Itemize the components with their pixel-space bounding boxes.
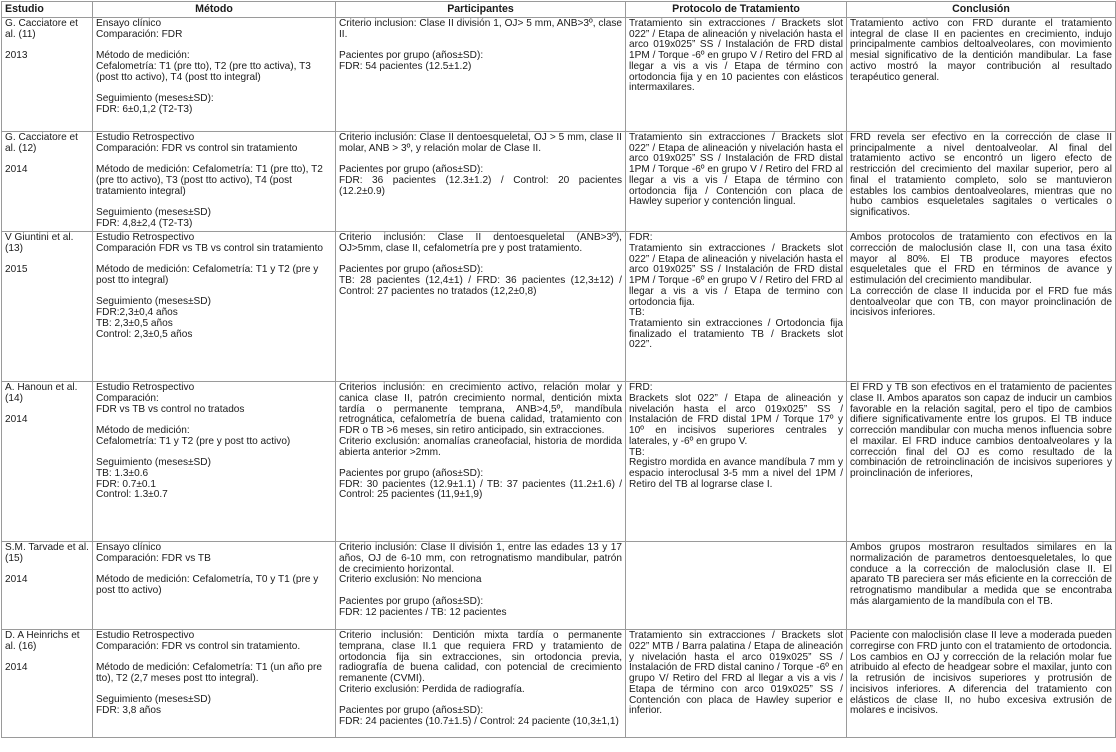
studies-table	[1, 1, 1116, 738]
cell-line: Ensayo clínico	[96, 542, 162, 554]
cell-line: Criterio inclusión: Clase II división 1, entre las edades 13 y 17 años, OJ de 6-10 mm, con retrognatismo mandibular, patrón de crecimiento horizontal.	[339, 542, 622, 575]
cell-protocolo	[626, 542, 847, 630]
table-row	[2, 132, 1116, 232]
cell-line: Tratamiento activo con FRD durante el tratamiento integral de clase II en pacientes en crecimiento, indujo principalmente cambios deltoalveolares, con movimiento mesial significativo de la dentición mandibular. La fase activo mostró la mayor contribución al resultado terapéutico general.	[850, 18, 1112, 83]
cell-conclusion	[847, 132, 1116, 232]
cell-line: Tratamiento sin extracciones / Brackets slot 022” MTB / Barra palatina / Etapa de alineación y nivelación hasta el arco 019x025” SS / Instalación de FRD distal canino / Torque -6º en grupo V/ Retiro del FRD al llegar a vis a vis / Etapa de término con arco 019x025” SS / Contención con placa de Hawley superior e inferior.	[629, 630, 843, 717]
cell-metodo	[93, 630, 336, 738]
cell-line: TB: 1.3±0.6	[96, 467, 149, 479]
cell-line: Comparación FDR vs TB vs control sin tratamiento	[96, 243, 324, 254]
cell-line: TB: 28 pacientes (12,4±1) / FRD: 36 pacientes (12,3±12) / Control: 27 pacientes no tratados (12,2±0,8)	[339, 275, 622, 297]
cell-line: FDR: 0.7±0.1	[96, 478, 156, 490]
cell-line: Control: 2,3±0,5 años	[96, 328, 193, 340]
cell-line: Tratamiento sin extracciones / Brackets slot 022” / Etapa de alineación y nivelación hasta el arco 019x025” SS / Instalación de FRD distal 1PM / Torque -6º en grupo V / Retiro del FRD al llegar a vis a vis / Etapa de termino con ortodoncia fija.	[629, 243, 843, 308]
cell-line: Ensayo clínico	[96, 18, 162, 29]
cell-line: S.M. Tarvade et al. (15)	[5, 542, 89, 564]
cell-line: FDR: 12 pacientes / TB: 12 pacientes	[339, 606, 507, 618]
cell-line: Estudio Retrospectivo	[96, 232, 195, 244]
header-participantes: Participantes	[336, 2, 626, 18]
cell-line: Comparación:	[96, 393, 159, 404]
cell-line: A. Hanoun et al. (14)	[5, 382, 78, 404]
header-row	[2, 2, 1116, 18]
cell-line: Método de medición: Cefalometría: T1 (un año pre tto), T2 (2,7 meses post tto integral).	[96, 662, 322, 685]
header-protocolo: Protocolo de Tratamiento	[626, 2, 847, 18]
cell-line: Pacientes por grupo (años±SD):	[339, 467, 484, 479]
cell-line: G. Cacciatore et al. (11)	[5, 18, 78, 40]
cell-line: D. A Heinrichs et al. (16)	[5, 630, 80, 652]
cell-line: Método de medición:	[96, 50, 190, 62]
cell-line: Seguimiento (meses±SD)	[96, 296, 211, 308]
cell-metodo	[93, 382, 336, 542]
cell-conclusion	[847, 382, 1116, 542]
cell-line: FRD revela ser efectivo en la corrección de clase II principalmente a nivel dentoalveolar. Al final del tratamiento activo se encontró un ligero efecto de restricción del crecimiento del maxilar superior, pero al final el tratamiento completo, solo se mantuvieron estables los cambios dentoalveolares, mientras que no hubo cambios esqueletales sagitales o verticales o significativos.	[850, 132, 1112, 218]
cell-line: Seguimiento (meses±SD)	[96, 457, 211, 469]
cell-line: Seguimiento (meses±SD)	[96, 694, 211, 706]
header-estudio: Estudio	[2, 2, 93, 18]
cell-metodo	[93, 542, 336, 630]
cell-participantes	[336, 630, 626, 738]
cell-line: 2013	[5, 50, 28, 62]
cell-metodo	[93, 18, 336, 132]
cell-protocolo	[626, 382, 847, 542]
cell-metodo	[93, 232, 336, 382]
cell-line: Control: 1.3±0.7	[96, 489, 168, 501]
cell-participantes	[336, 18, 626, 132]
cell-line: FDR:2,3±0,4 años	[96, 307, 178, 319]
table-row	[2, 382, 1116, 542]
cell-line	[629, 543, 843, 554]
cell-line: Pacientes por grupo (años±SD):	[339, 705, 484, 717]
cell-line: La corrección de clase II inducida por el FRD fue más dentoalveolar que con TB, con mayor proinclinación de incisivos inferiores.	[850, 285, 1112, 319]
cell-line: 2015	[5, 264, 28, 276]
cell-line: Paciente con maloclisión clase II leve a moderada pueden corregirse con FRD junto con el tratamiento de ortodoncia. Los cambios en OJ y corrección de la relación molar fue atribuido al efecto de headgear sobre el maxilar, junto con la retrusión de incisivos superiores y protrusión de incisivos inferiores. A diferencia del tratamiento con elásticos de clase II, no hubo excesiva extrusión de molares e incisivos.	[850, 630, 1113, 717]
cell-line: Criterio inclusion: Clase II división 1, OJ> 5 mm, ANB>3º, clase II.	[339, 18, 622, 40]
cell-line: Estudio Retrospectivo	[96, 630, 195, 642]
cell-estudio	[2, 542, 93, 630]
cell-line: Comparación: FDR vs control sin tratamiento.	[96, 641, 301, 652]
cell-line: Método de medición: Cefalometría: T1 y T2 (pre y post tto integral)	[96, 264, 319, 287]
cell-line: El FRD y TB son efectivos en el tratamiento de pacientes clase II. Ambos aparatos son capaz de inducir un cambios favorable en la relación sagital, pero el tipo de cambios difiere significativamente entre los grupos. El TB induce corrección mandibular con mucha menos influencia sobre el maxilar. El FRD induce cambios dentoalveolares y la corrección final del OJ es como resultado de la combinación de retroinclinación de incisivos superiores y proinclinación de inferiores,	[850, 382, 1112, 479]
cell-line: 2014	[5, 414, 28, 426]
cell-estudio	[2, 630, 93, 738]
cell-line: Ambos grupos mostraron resultados similares en la normalización de parametros dentoesqueletales, lo que conduce a la corrección de maloclusión clase II. El aparato TB pareciera ser más eficiente en la corrección de retrognatismo mandibular a medida que se encontraba más alargamiento de la mandíbula con el TB.	[850, 542, 1112, 607]
cell-protocolo	[626, 630, 847, 738]
cell-line: Registro mordida en avance mandíbula 7 mm y espacio interoclusal 3-5 mm a nivel del 1PM / Retiro del TB al lograrse clase I.	[629, 457, 843, 490]
cell-line: FDR: 36 pacientes (12.3±1.2) / Control: 20 pacientes (12.2±0.9)	[339, 174, 622, 197]
cell-line: 2014	[5, 662, 28, 674]
cell-line: Cefalometría: T1 (pre tto), T2 (pre tto activa), T3 (post tto activo), T4 (post tto integral)	[96, 60, 311, 83]
table-row	[2, 18, 1116, 132]
cell-line: Pacientes por grupo (años±SD):	[339, 595, 484, 607]
cell-line: 2014	[5, 164, 28, 176]
cell-line: FDR: 30 pacientes (12.9±1.1) / TB: 37 pacientes (11.2±1.6) / Control: 25 pacientes (11,9±1,9)	[339, 478, 622, 501]
cell-line: Criterio inclusión: Dentición mixta tardía o permanente temprana, clase II.1 que requiera FRD y tratamiento de ortodoncia fija sin extracciones, sin ortodoncia previa, radiografía de buena calidad, con potencial de crecimiento remanente (CVMI).	[339, 630, 622, 685]
cell-line: Tratamiento sin extracciones / Brackets slot 022” / Etapa de alineación y nivelación hasta el arco 019x025” SS / Instalación de FRD distal 1PM / Torque -6º en grupo V / Retiro del FRD al llegar a vis a vis / Etapa de término con ortodoncia fija y en 10 pacientes con elásticos intermaxilares.	[629, 18, 843, 94]
cell-line: Criterio exclusión: No menciona	[339, 574, 482, 586]
cell-line: Comparación: FDR vs TB	[96, 553, 211, 564]
cell-line: Método de medición: Cefalometría, T0 y T1 (pre y post tto activo)	[96, 574, 319, 597]
cell-line: Tratamiento sin extracciones / Brackets slot 022” / Etapa de alineación y nivelación hasta el arco 019x025” SS / Instalación de FRD distal 1PM / Torque -6º en grupo V / Retiro del FRD al llegar a vis a vis / Etapa de término con ortodoncia fija / Contención con placa de Hawley superior y contención lingual.	[629, 132, 843, 208]
cell-line: Criterios inclusión: en crecimiento activo, relación molar y canica clase II, patrón crecimiento normal, dentición mixta tardía o permanente temprana, ANB>4,5º, mandíbula retrognática, cefalometría de buena calidad, tratamiento con FDR o TB >6 meses, sin retiro anticipado, sin extracciones.	[339, 382, 622, 437]
table-row	[2, 232, 1116, 382]
cell-estudio	[2, 232, 93, 382]
cell-conclusion	[847, 630, 1116, 738]
cell-line: 2014	[5, 574, 28, 586]
cell-line: TB:	[629, 446, 645, 458]
cell-line: Estudio Retrospectivo	[96, 132, 195, 143]
cell-line: TB: 2,3±0,5 años	[96, 317, 173, 329]
cell-metodo	[93, 132, 336, 232]
table-row	[2, 630, 1116, 738]
cell-line: Tratamiento sin extracciones / Ortodoncia fija finalizado el tratamiento TB / Brackets slot 022”.	[629, 317, 843, 351]
cell-line: Criterio inclusión: Clase II dentoesqueletal (ANB>3º), OJ>5mm, clase II, cefalometría pre y post tratamiento.	[339, 232, 622, 254]
cell-line: FDR: 24 pacientes (10.7±1.5) / Control: 24 paciente (10,3±1,1)	[339, 715, 619, 727]
cell-participantes	[336, 132, 626, 232]
cell-line: Comparación: FDR vs control sin tratamiento	[96, 142, 298, 154]
cell-estudio	[2, 132, 93, 232]
cell-estudio	[2, 382, 93, 542]
cell-line: FDR: 6±0,1,2 (T2-T3)	[96, 103, 193, 115]
cell-line: Criterio exclusión: anomalías craneofacial, historia de mordida abierta anterior >2mm.	[339, 435, 622, 458]
cell-conclusion	[847, 232, 1116, 382]
cell-line: Método de medición: Cefalometría: T1 (pre tto), T2 (pre tto activo), T3 (post tto activo), T4 (post tratamiento integral)	[96, 164, 323, 197]
cell-line: Pacientes por grupo (años±SD):	[339, 164, 484, 176]
cell-participantes	[336, 232, 626, 382]
cell-line: FDR: 3,8 años	[96, 705, 162, 717]
cell-line: Brackets slot 022” / Etapa de alineación y nivelación hasta el arco 019x025” SS / Instalación de FRD distal 1PM / Torque 17º y 10º en incisivos superiores centrales y laterales, y -6º en grupo V.	[629, 393, 843, 447]
cell-line: V Giuntini et al. (13)	[5, 232, 74, 254]
cell-protocolo	[626, 18, 847, 132]
cell-estudio	[2, 18, 93, 132]
cell-line: G. Cacciatore et al. (12)	[5, 132, 78, 154]
cell-line: FDR: 54 pacientes (12.5±1.2)	[339, 60, 472, 72]
cell-line: Ambos protocolos de tratamiento con efectivos en la corrección de maloclusión clase II, con una tasa éxito mayor al 80%. El TB produce mayores efectos esqueletales que el FRD en términos de avance y estimulación del crecimiento mandibular.	[850, 232, 1112, 287]
cell-line: FDR: 4,8±2,4 (T2-T3)	[96, 217, 193, 229]
cell-line: Pacientes por grupo (años±SD):	[339, 50, 484, 62]
cell-protocolo	[626, 232, 847, 382]
cell-line: FDR vs TB vs control no tratados	[96, 403, 245, 415]
cell-line: FRD:	[629, 382, 653, 394]
header-conclusion: Conclusión	[847, 2, 1116, 18]
cell-line: Estudio Retrospectivo	[96, 382, 195, 394]
cell-participantes	[336, 542, 626, 630]
cell-protocolo	[626, 132, 847, 232]
cell-participantes	[336, 382, 626, 542]
cell-line: Criterio exclusión: Perdida de radiografía.	[339, 683, 525, 695]
cell-line: FDR:	[629, 232, 653, 244]
cell-line: Seguimiento (meses±SD):	[96, 92, 214, 104]
cell-line: Pacientes por grupo (años±SD):	[339, 264, 484, 276]
cell-line: Comparación: FDR	[96, 28, 183, 40]
header-metodo: Método	[93, 2, 336, 18]
cell-conclusion	[847, 18, 1116, 132]
cell-line: Seguimiento (meses±SD)	[96, 206, 211, 218]
cell-line: Cefalometría: T1 y T2 (pre y post tto activo)	[96, 435, 291, 447]
cell-conclusion	[847, 542, 1116, 630]
table-row	[2, 542, 1116, 630]
cell-line: Método de medición:	[96, 425, 190, 437]
cell-line: TB:	[629, 307, 645, 319]
cell-line: Criterio inclusión: Clase II dentoesqueletal, OJ > 5 mm, clase II molar, ANB > 3º, y relación molar de Clase II.	[339, 132, 622, 154]
